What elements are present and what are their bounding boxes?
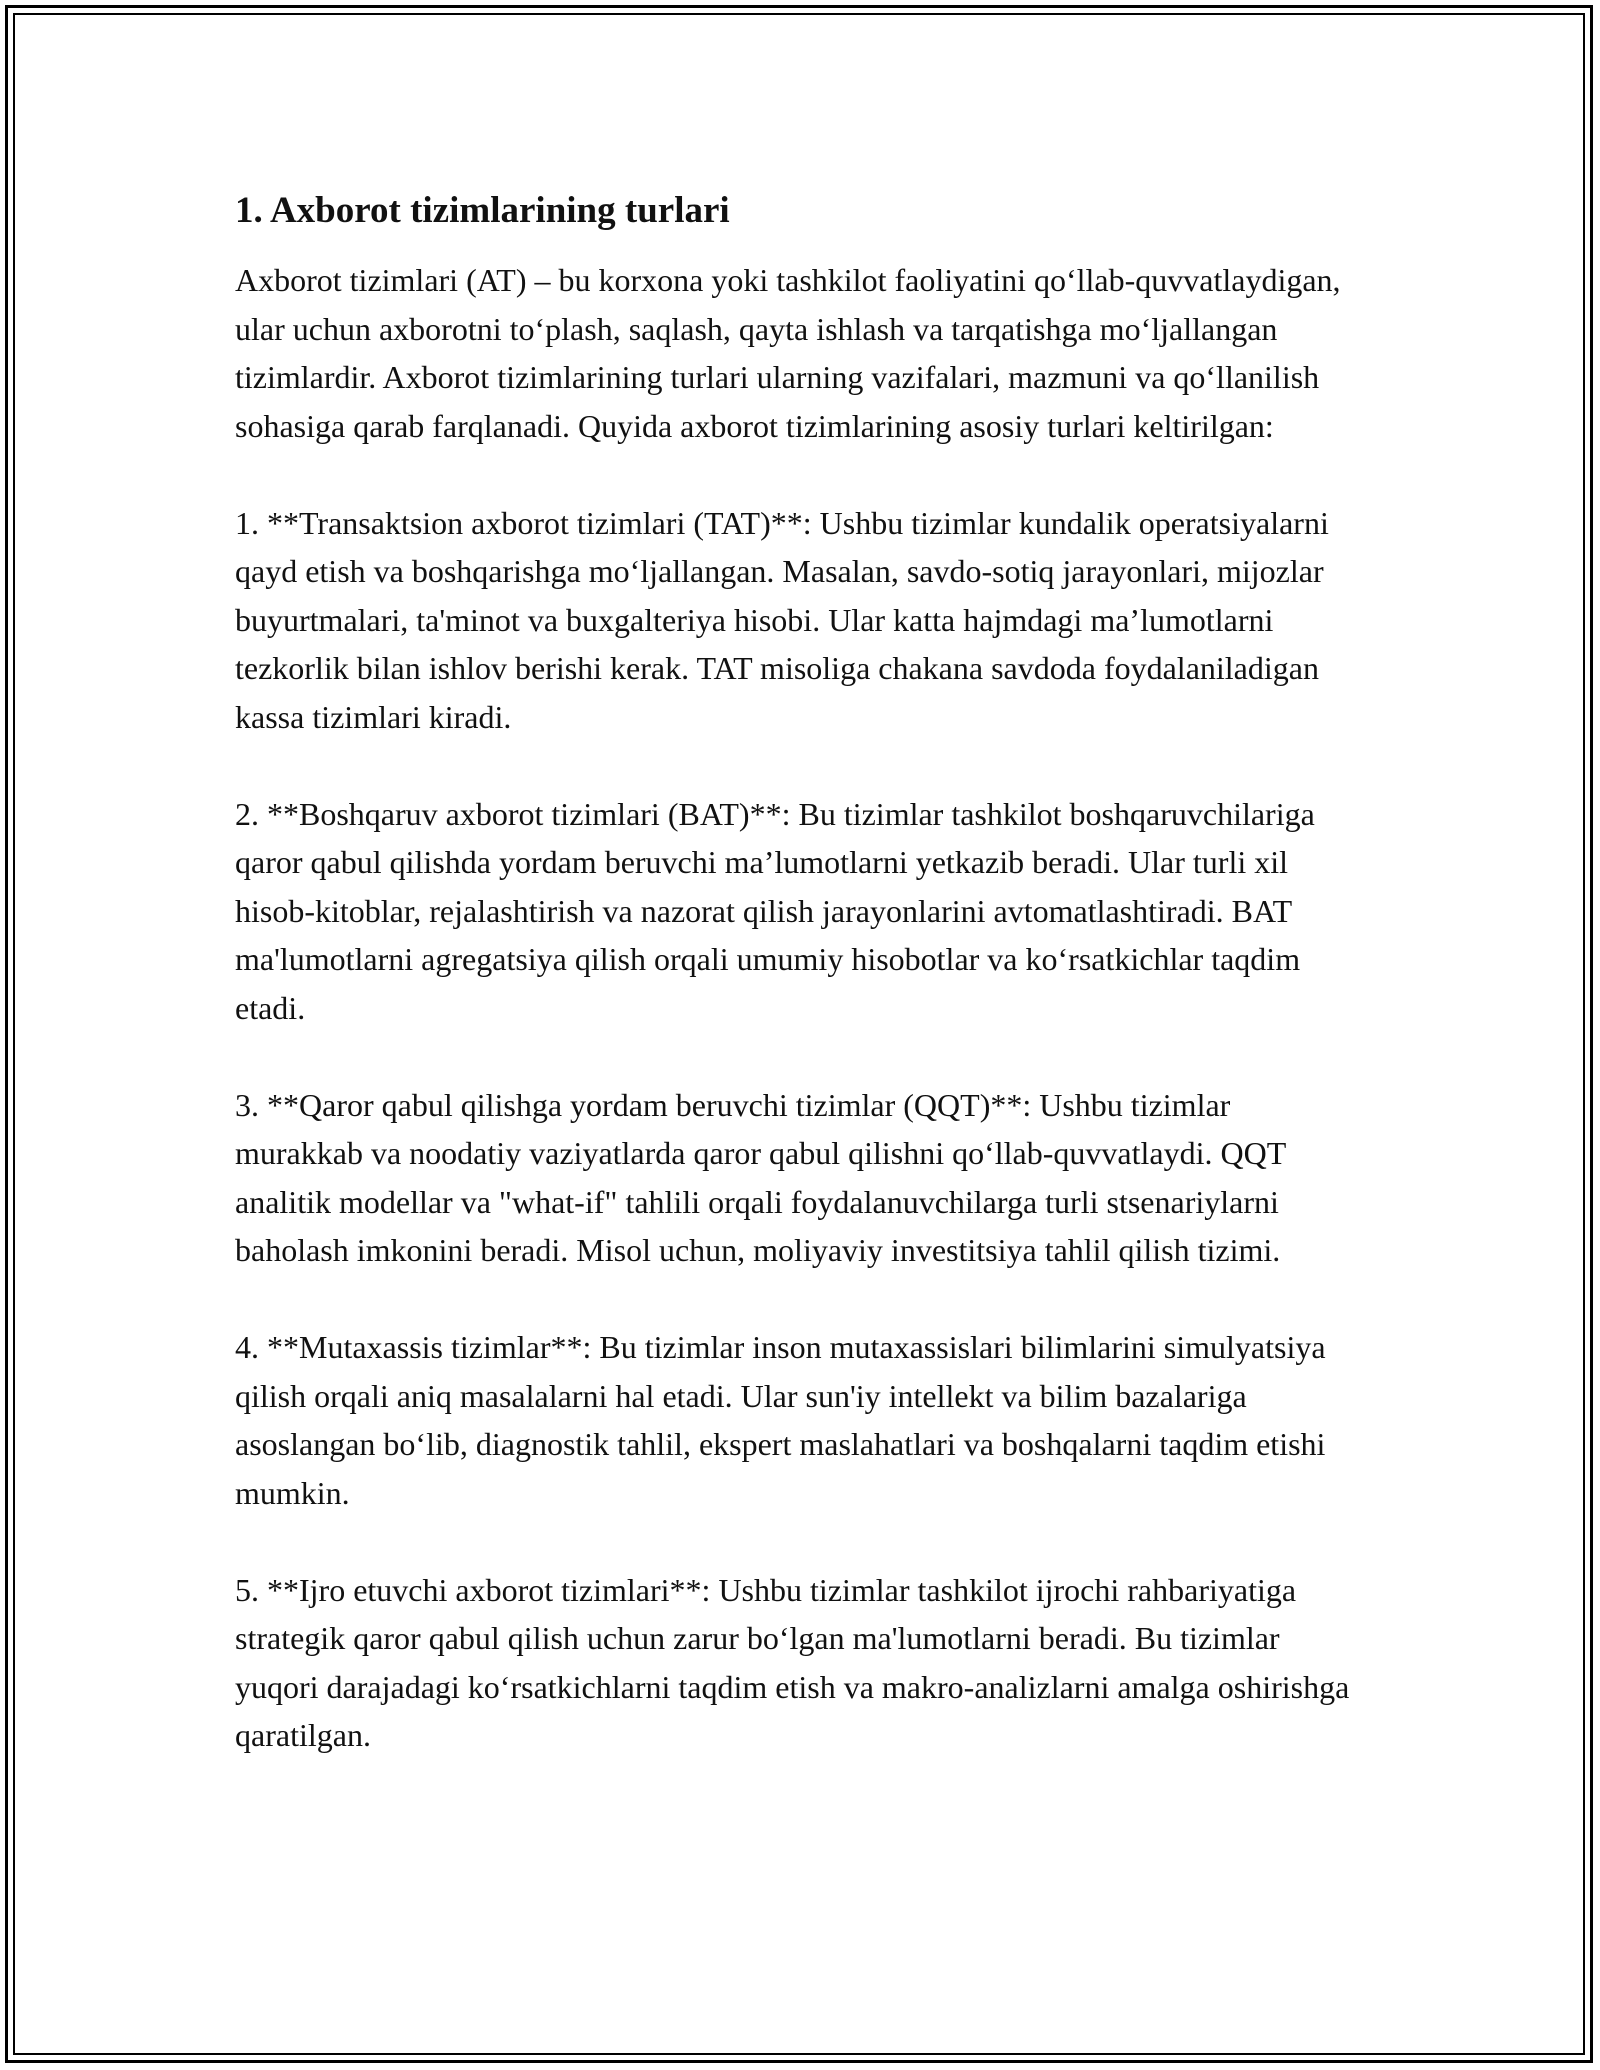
document-content	[235, 186, 1365, 1808]
list-item-expert-systems: 4. **Mutaxassis tizimlar**: Bu tizimlar inson mutaxassislari bilimlarini simulyatsiya qilish orqali aniq masalalarni hal etadi. Ular sun'iy intellekt va bilim bazalariga asoslangan bo‘lib, diagnostik tahlil, ekspert maslahatlari va boshqalarni taqdim etishi mumkin.	[235, 1329, 1326, 1511]
section-heading: 1. Axborot tizimlarining turlari	[235, 190, 730, 231]
list-item-management-systems: 2. **Boshqaruv axborot tizimlari (BAT)**: Bu tizimlar tashkilot boshqaruvchilariga qaror qabul qilishda yordam beruvchi ma’lumotlarni yetkazib beradi. Ular turli xil hisob-kitoblar, rejalashtirish va nazorat qilish jarayonlarini avtomatlashtiradi. BAT ma'lumotlarni agregatsiya qilish orqali umumiy hisobotlar va ko‘rsatkichlar taqdim etadi.	[235, 795, 1315, 1026]
list-item-decision-support-systems: 3. **Qaror qabul qilishga yordam beruvchi tizimlar (QQT)**: Ushbu tizimlar murakkab va noodatiy vaziyatlarda qaror qabul qilishni qo‘llab-quvvatlaydi. QQT analitik modellar va "what-if" tahlili orqali foydalanuvchilarga turli stsenariylarni baholash imkonini beradi. Misol uchun, moliyaviy investitsiya tahlil qilish tizimi.	[235, 1086, 1286, 1268]
list-item-transaction-systems: 1. **Transaktsion axborot tizimlari (TAT)**: Ushbu tizimlar kundalik operatsiyalarni qayd etish va boshqarishga mo‘ljallangan. Masalan, savdo-sotiq jarayonlari, mijozlar buyurtmalari, ta'minot va buxgalteriya hisobi. Ular katta hajmdagi ma’lumotlarni tezkorlik bilan ishlov berishi kerak. TAT misoliga chakana savdoda foydalaniladigan kassa tizimlari kiradi.	[235, 504, 1329, 735]
list-item-executive-systems: 5. **Ijro etuvchi axborot tizimlari**: Ushbu tizimlar tashkilot ijrochi rahbariyatiga strategik qaror qabul qilish uchun zarur bo‘lgan ma'lumotlarni beradi. Bu tizimlar yuqori darajadagi ko‘rsatkichlarni taqdim etish va makro-analizlarni amalga oshirishga qaratilgan.	[235, 1571, 1350, 1753]
intro-paragraph: Axborot tizimlari (AT) – bu korxona yoki tashkilot faoliyatini qo‘llab-quvvatlaydigan, ular uchun axborotni to‘plash, saqlash, qayta ishlash va tarqatishga mo‘ljallangan tizimlardir. Axborot tizimlarining turlari ularning vazifalari, mazmuni va qo‘llanilish sohasiga qarab farqlanadi. Quyida axborot tizimlarining asosiy turlari keltirilgan:	[235, 262, 1341, 444]
